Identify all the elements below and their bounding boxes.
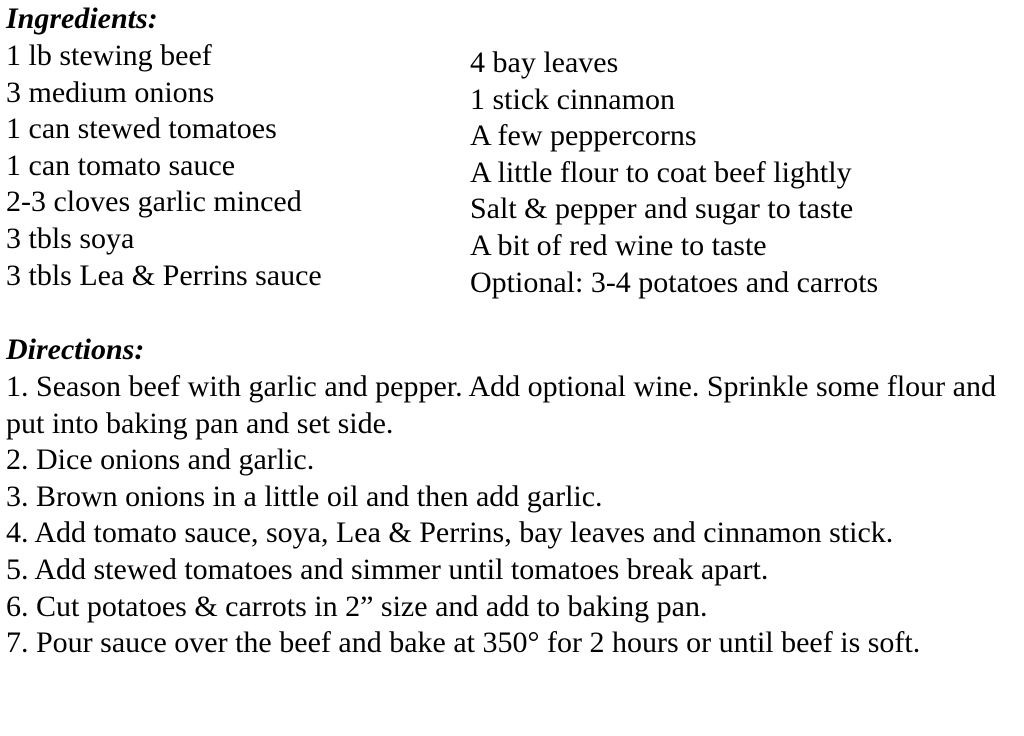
ingredient-item: Salt & pepper and sugar to taste (470, 192, 854, 226)
ingredient-item: 2-3 cloves garlic minced (6, 185, 302, 219)
directions-heading: Directions: (6, 333, 145, 366)
ingredients-list-left (6, 38, 322, 294)
ingredient-item: A few peppercorns (470, 119, 697, 153)
ingredient-item: A little flour to coat beef lightly (470, 155, 852, 189)
direction-step: 3. Brown onions in a little oil and then add garlic. (6, 479, 603, 513)
ingredients-heading: Ingredients: (6, 2, 158, 35)
ingredients-list-right (470, 45, 878, 301)
ingredient-item: Optional: 3-4 potatoes and carrots (470, 265, 879, 299)
ingredient-item: 1 can tomato sauce (6, 148, 236, 182)
ingredient-item: 3 tbls soya (6, 221, 135, 255)
direction-step: 4. Add tomato sauce, soya, Lea & Perrins, bay leaves and cinnamon stick. (6, 516, 894, 550)
ingredient-item: 1 can stewed tomatoes (6, 112, 277, 146)
direction-step: 2. Dice onions and garlic. (6, 443, 315, 477)
ingredient-item: 3 tbls Lea & Perrins sauce (6, 258, 322, 292)
direction-step: 6. Cut potatoes & carrots in 2” size and add to baking pan. (6, 589, 708, 623)
ingredient-item: 1 lb stewing beef (6, 39, 212, 72)
directions-list (6, 369, 996, 662)
direction-step: 5. Add stewed tomatoes and simmer until tomatoes break apart. (6, 552, 769, 586)
direction-step: 7. Pour sauce over the beef and bake at 350° for 2 hours or until beef is soft. (6, 626, 921, 660)
ingredient-item: 1 stick cinnamon (470, 82, 675, 116)
ingredient-item: 4 bay leaves (470, 46, 619, 79)
direction-step: 1. Season beef with garlic and pepper. Add optional wine. Sprinkle some flour and put into baking pan and set side. (6, 370, 996, 440)
ingredient-item: 3 medium onions (6, 75, 215, 109)
ingredient-item: A bit of red wine to taste (470, 228, 767, 262)
